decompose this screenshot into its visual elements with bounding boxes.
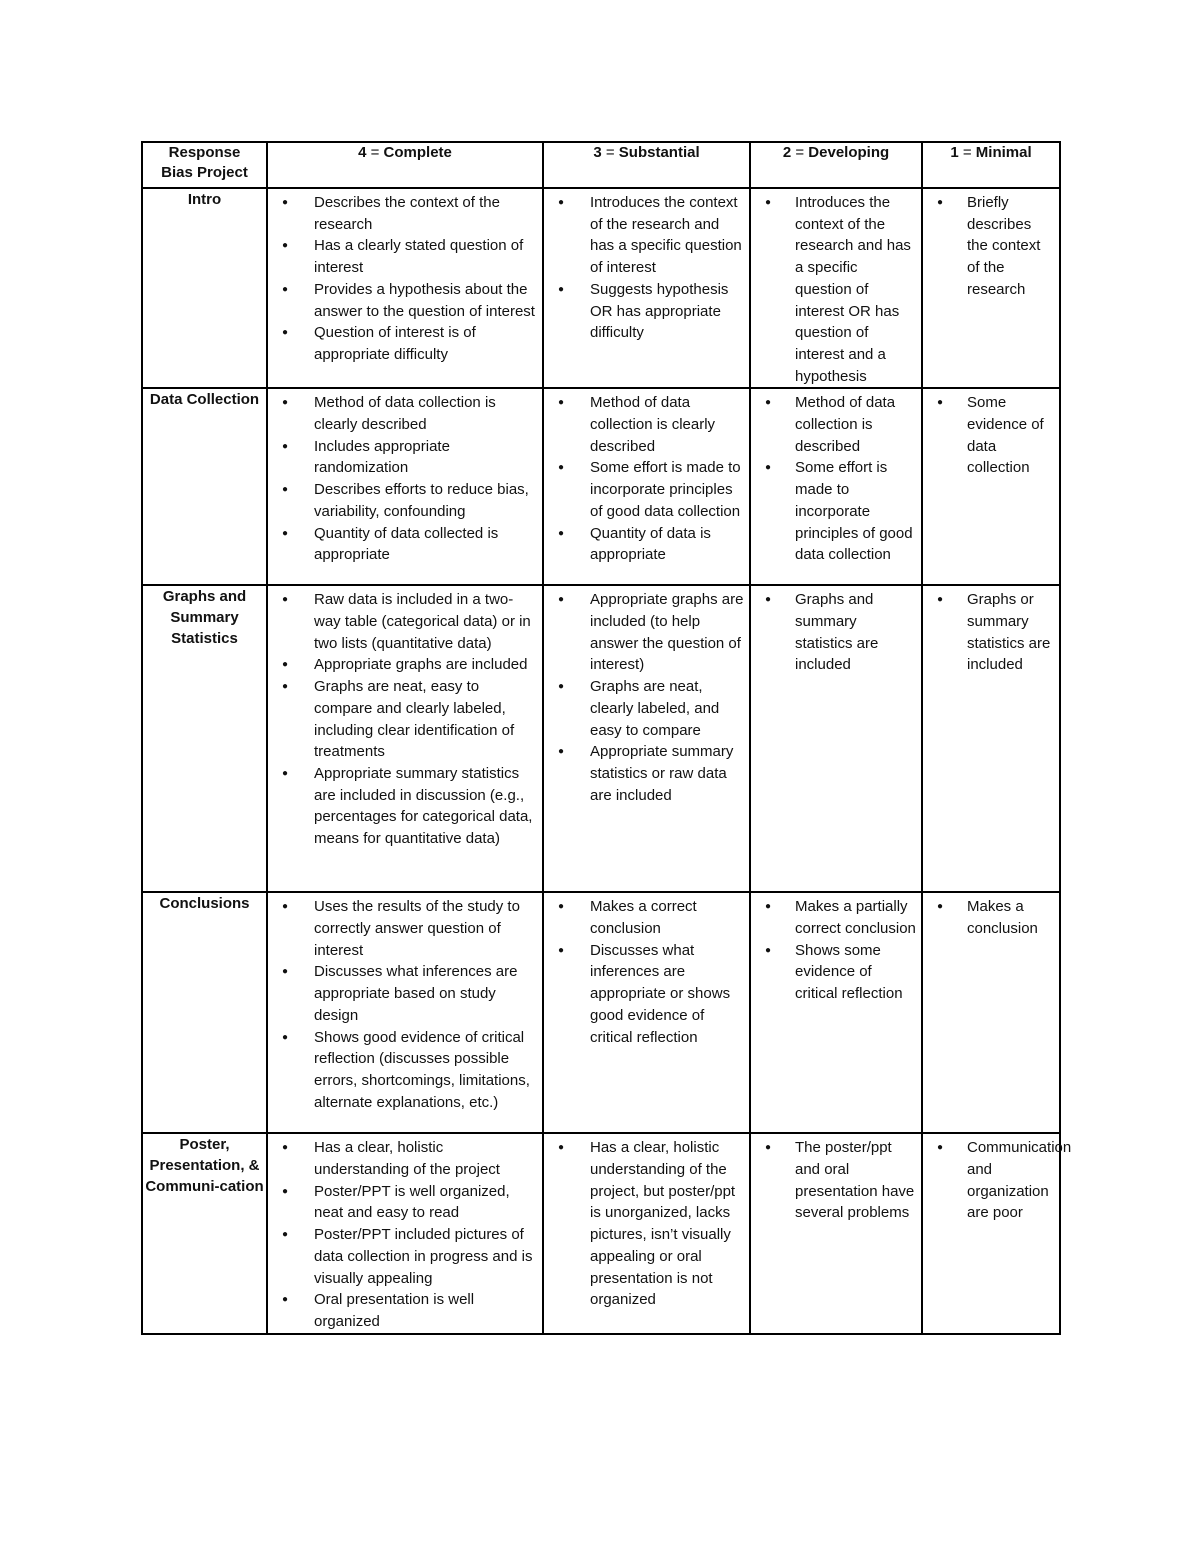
cell-complete (267, 1133, 543, 1333)
rubric-table (141, 141, 1072, 1335)
criterion-item: ● Briefly describes the context of the research (923, 192, 1055, 301)
criteria-list (751, 893, 921, 1005)
criterion-item: ● Graphs are neat, clearly labeled, and easy to compare (544, 676, 745, 741)
row-graphs (142, 585, 1060, 892)
cell-developing (750, 892, 922, 1133)
criteria-list (751, 389, 921, 566)
criterion-item: ● Has a clear, holistic understanding of the project, but poster/ppt is unorganized, lacks pictures, isn’t visually appealing or oral presentation is not organized (544, 1137, 745, 1311)
cell-minimal (922, 1133, 1072, 1333)
criteria-list (268, 586, 542, 849)
criteria-list (544, 893, 749, 1048)
cell-minimal (922, 585, 1060, 892)
cell-complete (267, 585, 543, 892)
criterion-item: ● Quantity of data is appropriate (544, 523, 745, 566)
cell-developing (750, 388, 922, 585)
criterion-item: ● Question of interest is of appropriate difficulty (268, 322, 538, 365)
row-label: Data Collection (142, 388, 267, 585)
cell-complete (267, 188, 543, 388)
cell-developing (750, 585, 922, 892)
row-label: Intro (142, 188, 267, 388)
corner-header (142, 142, 267, 188)
criterion-item: ● Raw data is included in a two-way table (categorical data) or in two lists (quantitative data) (268, 589, 538, 654)
criterion-item: ● The poster/ppt and oral presentation have several problems (751, 1137, 917, 1224)
criteria-list (268, 1134, 542, 1332)
criterion-item: ● Some evidence of data collection (923, 392, 1055, 479)
criteria-list (751, 189, 921, 387)
criteria-list (268, 189, 542, 366)
row-conclusions (142, 892, 1060, 1133)
criterion-item: ● Provides a hypothesis about the answer to the question of interest (268, 279, 538, 322)
criterion-item: ● Makes a partially correct conclusion (751, 896, 917, 939)
level-header-developing: 2 = Developing (750, 142, 922, 188)
row-data-collection (142, 388, 1060, 585)
criterion-item: ● Method of data collection is described (751, 392, 917, 457)
criterion-item: ● Makes a conclusion (923, 896, 1055, 939)
criterion-item: ● Describes the context of the research (268, 192, 538, 235)
cell-developing (750, 1133, 922, 1333)
criterion-item: ● Graphs and summary statistics are included (751, 589, 917, 676)
criterion-item: ● Quantity of data collected is appropriate (268, 523, 538, 566)
rubric-body (142, 188, 1072, 1334)
criterion-item: ● Method of data collection is clearly described (544, 392, 745, 457)
criteria-list (923, 189, 1059, 301)
cell-substantial (543, 892, 750, 1133)
cell-substantial (543, 388, 750, 585)
criterion-item: ● Uses the results of the study to correctly answer question of interest (268, 896, 538, 961)
criterion-item: ● Discusses what inferences are appropriate based on study design (268, 961, 538, 1026)
criterion-item: ● Introduces the context of the research and has a specific question of interest (544, 192, 745, 279)
criteria-list (751, 1134, 921, 1224)
header-row (142, 142, 1060, 188)
criterion-item: ● Poster/PPT is well organized, neat and easy to read (268, 1181, 538, 1224)
criterion-item: ● Makes a correct conclusion (544, 896, 745, 939)
criterion-item: ● Introduces the context of the research and has a specific question of interest OR has question of interest and a hypothesis (751, 192, 917, 387)
criterion-item: ● Some effort is made to incorporate principles of good data collection (751, 457, 917, 566)
criteria-list (544, 1134, 749, 1311)
row-label: Poster, Presentation, & Communi-cation (142, 1133, 267, 1333)
cell-minimal (922, 188, 1060, 388)
criterion-item: ● Shows some evidence of critical reflection (751, 940, 917, 1005)
criteria-list (751, 586, 921, 676)
cell-substantial (543, 585, 750, 892)
corner-header-line-1: Response (168, 144, 241, 161)
row-intro (142, 188, 1060, 388)
criterion-item: ● Some effort is made to incorporate principles of good data collection (544, 457, 745, 522)
criteria-list (923, 586, 1059, 676)
row-poster (142, 1133, 1060, 1333)
cell-complete (267, 892, 543, 1133)
criterion-item: ● Includes appropriate randomization (268, 436, 538, 479)
criteria-list (268, 893, 542, 1113)
cell-substantial (543, 188, 750, 388)
criteria-list (544, 389, 749, 566)
criterion-item: ● Has a clear, holistic understanding of the project (268, 1137, 538, 1180)
cell-developing (750, 188, 922, 388)
criteria-list (923, 1134, 1072, 1224)
criteria-list (923, 389, 1059, 479)
criteria-list (268, 389, 542, 566)
criterion-item: ● Has a clearly stated question of interest (268, 235, 538, 278)
criterion-item: ● Discusses what inferences are appropriate or shows good evidence of critical reflection (544, 940, 745, 1049)
cell-minimal (922, 892, 1060, 1133)
level-header-complete: 4 = Complete (267, 142, 543, 188)
criteria-list (923, 893, 1059, 939)
criterion-item: ● Shows good evidence of critical reflection (discusses possible errors, shortcomings, limitations, alternate explanations, etc.) (268, 1027, 538, 1114)
criterion-item: ● Poster/PPT included pictures of data collection in progress and is visually appealing (268, 1224, 538, 1289)
criterion-item: ● Appropriate graphs are included (to help answer the question of interest) (544, 589, 745, 676)
criterion-item: ● Appropriate summary statistics or raw data are included (544, 741, 745, 806)
row-label: Conclusions (142, 892, 267, 1133)
criterion-item: ● Describes efforts to reduce bias, variability, confounding (268, 479, 538, 522)
cell-minimal (922, 388, 1060, 585)
criterion-item: ● Appropriate graphs are included (268, 654, 538, 676)
criterion-item: ● Graphs or summary statistics are included (923, 589, 1055, 676)
criteria-list (544, 189, 749, 344)
criterion-item: ● Communication and organization are poor (923, 1137, 1055, 1224)
criteria-list (544, 586, 749, 806)
criterion-item: ● Graphs are neat, easy to compare and clearly labeled, including clear identification of treatments (268, 676, 538, 763)
level-header-substantial: 3 = Substantial (543, 142, 750, 188)
cell-substantial (543, 1133, 750, 1333)
criterion-item: ● Method of data collection is clearly described (268, 392, 538, 435)
criterion-item: ● Suggests hypothesis OR has appropriate difficulty (544, 279, 745, 344)
cell-complete (267, 388, 543, 585)
row-label: Graphs and Summary Statistics (142, 585, 267, 892)
criterion-item: ● Oral presentation is well organized (268, 1289, 538, 1332)
corner-header-line-2: Bias Project (161, 164, 248, 181)
level-header-minimal: 1 = Minimal (922, 142, 1060, 188)
criterion-item: ● Appropriate summary statistics are included in discussion (e.g., percentages for categorical data, means for quantitative data) (268, 763, 538, 850)
